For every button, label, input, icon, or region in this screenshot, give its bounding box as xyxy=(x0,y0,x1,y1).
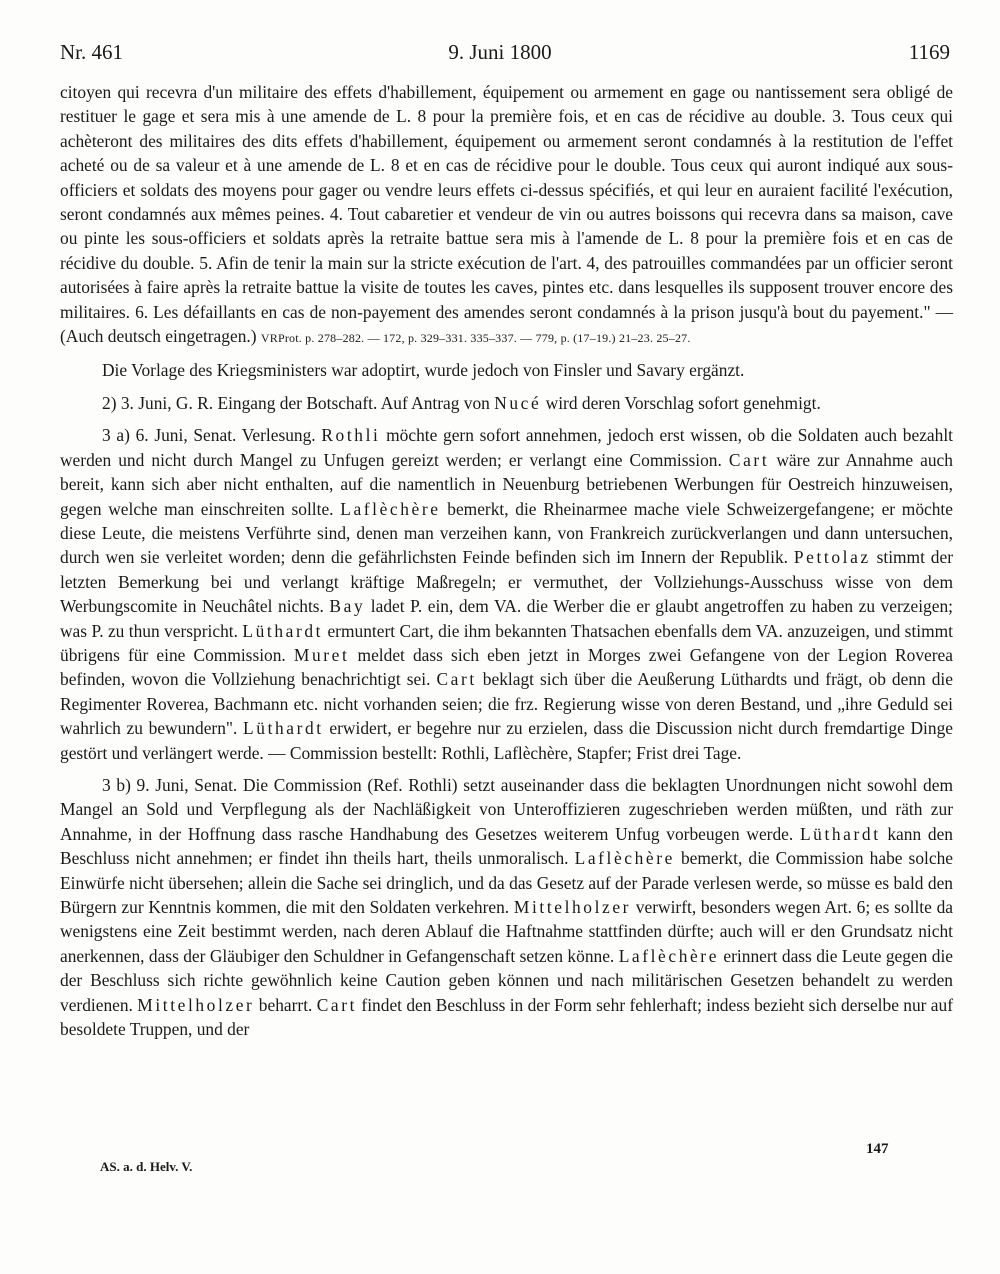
speaker-name: Mittelholzer xyxy=(513,897,632,917)
speaker-name: Nucé xyxy=(494,392,542,413)
protocol-reference: VRProt. p. 278–282. — 172, p. 329–331. 335–337. — 779, p. (17–19.) 21–23. 25–27. xyxy=(260,331,691,346)
paragraph-senate-9-june: 3 b) 9. Juni, Senat. Die Commission (Ref. Rothli) setzt auseinander dass die beklagten Unordnungen nicht sowohl dem Mangel an Sold und Verpflegung als der Nachläßigkeit von Unteroffizieren zugeschrieben werden müßten, und räth zur Annahme, in der Hoffnung dass rasche Handhabung des Gesetzes weiterem Unfug vorbeugen werde. Lüthardt kann den Beschluss nicht annehmen; er findet ihn theils hart, theils unmoralisch. Laflèchère bemerkt, die Commission habe solche Einwürfe nicht übersehen; allein die Sache sei dringlich, und da das Gesetz auf der Parade verlesen werde, so müsse es bald den Bürgern zur Kenntnis kommen, die mit den Soldaten verkehren. Mittelholzer verwirft, besonders wegen Art. 6; es sollte da wenigstens eine Zeit bestimmt werden, nach deren Ablauf die Haftnahme stattfinden dürfte; auch will er den Grundsatz nicht anerkennen, dass der Gläubiger den Schuldner in Gefangenschaft setzen könne. Laflèchère erinnert dass die Leute gegen die der Beschluss sich richte gewöhnlich keine Caution geben können und nach militärischen Gesetzen behandelt zu werden verdienen. Mittelholzer beharrt. Cart findet den Beschluss in der Form sehr fehlerhaft; indess bezieht sich derselbe nur auf besoldete Truppen, und der xyxy=(60,774,954,1040)
speaker-name: Laflèchère xyxy=(574,848,675,869)
speaker-name: Muret xyxy=(293,644,350,665)
speaker-name: Mittelholzer xyxy=(137,994,255,1015)
speaker-name: Lüthardt xyxy=(799,823,881,844)
paragraph-g-r: 2) 3. Juni, G. R. Eingang der Botschaft. Auf Antrag von Nucé wird deren Vorschlag sofort genehmigt. xyxy=(102,392,821,413)
speaker-name: Cart xyxy=(728,449,770,470)
speaker-name: Lüthardt xyxy=(243,718,324,739)
speaker-name: Laflèchère xyxy=(618,945,720,966)
decree-text: citoyen qui recevra d'un militaire des effets d'habillement, équipement ou armement en gage ou nantissement sera obligé de restituer le gage et sera mis à une amende de L. 8 pour la première fois, et en cas de récidive au double. 3. Tous ceux qui achèteront des militaires des dits effets d'habillement, équipement ou armement seront condamnés à la restitution de l'effet acheté ou de sa valeur et à une amende de L. 8 et en cas de récidive pour le double. Tous ceux qui auront indiqué aux sous-officiers et soldats des moyens pour gager ou vendre leurs effets ci-dessus spécifiés, et qui leur en auraient facilité l'exécution, seront condamnés aux mêmes peines. 4. Tout cabaretier et vendeur de vin ou autres boissons qui recevra dans sa maison, cave ou pinte les sous-officiers et soldats après la retraite battue sera mis à l'amende de L. 8 pour la première fois et en cas de récidive du double. 5. Afin de tenir la main sur la stricte exécution de l'art. 4, des patrouilles commandées par un officier seront autorisées à faire après la retraite battue la visite de toutes les caves, pintes etc. dans lesquelles ils supposent trouver encore des militaires. 6. Les défaillants en cas de non-payement des amendes seront condamnés à la prison jusqu'à bout du payement." — (Auch deutsch eingetragen.) xyxy=(60,82,953,347)
main-text xyxy=(60,80,953,1041)
paragraph-senate-6-june: 3 a) 6. Juni, Senat. Verlesung. Rothli möchte gern sofort annehmen, jedoch erst wissen, ob die Soldaten auch bezahlt werden und nicht durch Mangel zu Unfugen gereizt werden; er verlangt eine Commission. Cart wäre zur Annahme auch bereit, kann sich aber nicht enthalten, auf die namentlich in Neuenburg betriebenen Werbungen für Oestreich hinzuweisen, gegen welche man einschreiten sollte. Laflèchère bemerkt, die Rheinarmee mache viele Schweizergefangene; er möchte diese Leute, die meistens Verführte sind, denen man verzeihen kann, von Frankreich zurückverlangen und dann untersuchen, durch wen sie verleitet worden; denn die gefährlichsten Feinde befinden sich im Innern der Republik. Pettolaz stimmt der letzten Bemerkung bei und verlangt kräftige Maßregeln; er vermuthet, der Vollziehungs-Ausschuss wisse von dem Werbungscomite in Neuchâtel nichts. Bay ladet P. ein, dem VA. die Werber die er glaubt angetroffen zu haben zu verzeigen; was P. zu thun verspricht. Lüthardt ermuntert Cart, die ihm bekannten Thatsachen ebenfalls dem VA. anzuzeigen, und stimmt übrigens für eine Commission. Muret meldet dass sich eben jetzt in Morges zwei Gefangene von der Legion Roverea befinden, wovon die Vollziehung benachrichtigt sei. Cart beklagt sich über die Aeußerung Lüthardts und frägt, ob denn die Regimenter Roverea, Bachmann etc. nicht vorhanden seien; die frz. Regierung wisse von deren Bestand, und „ihre Geduld sei wahrlich zu bewundern". Lüthardt erwidert, er begehre nur zu erzielen, dass die Discussion nicht durch fremdartige Dinge gestört und verlängert werde. — Commission bestellt: Rothli, Laflèchère, Stapfer; Frist drei Tage. xyxy=(60,425,954,763)
speaker-name: Cart xyxy=(436,669,477,690)
speaker-name: Rothli xyxy=(321,425,381,446)
speaker-name: Cart xyxy=(316,994,358,1015)
footer-source: AS. a. d. Helv. V. xyxy=(100,1159,193,1174)
speaker-name: Laflèchère xyxy=(340,498,441,519)
page-number: 1169 xyxy=(908,40,950,64)
signature-mark: 147 xyxy=(866,1141,889,1157)
speaker-name: Lüthardt xyxy=(242,620,324,641)
running-head-date: 9. Juni 1800 xyxy=(448,40,552,64)
speaker-name: Bay xyxy=(329,596,366,617)
speaker-name: Pettolaz xyxy=(793,547,871,568)
running-head-left: Nr. 461 xyxy=(60,40,123,64)
paragraph-adoption: Die Vorlage des Kriegsministers war adoptirt, wurde jedoch von Finsler und Savary ergänzt. xyxy=(102,360,745,381)
paragraph-decree xyxy=(60,80,953,350)
